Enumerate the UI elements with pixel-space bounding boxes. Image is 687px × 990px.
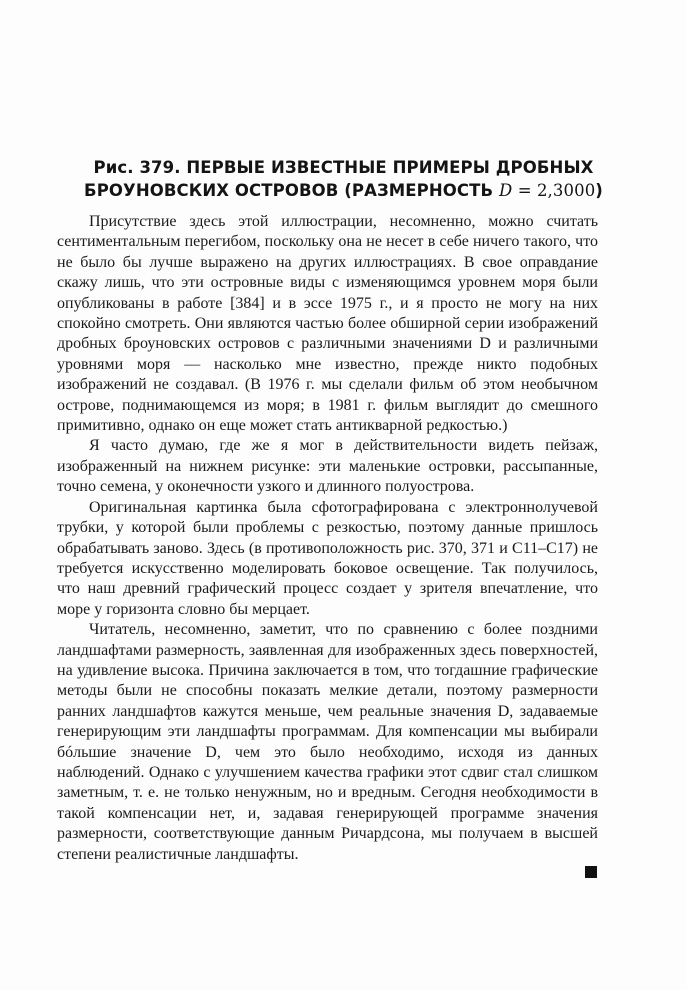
dimension-variable: D: [499, 181, 513, 200]
paragraph-4: Читатель, несомненно, заметит, что по сравнению с более поздними ландшафтами размерность, заявленная для изображенных здесь поверхностей, на удивление высока. Причина заключается в том, что тогдашние графические методы были не способны показать мелкие детали, поэтому размерности ранних ландшафтов кажутся меньше, чем реальные значения D, задаваемые генерирующим эти ландшафты программам. Для компенсации мы выбирали бóльшие значение D, чем это было необходимо, исходя из данных наблюдений. Однако с улучшением качества графики этот сдвиг стал слишком заметным, т. е. не только ненужным, но и вредным. Сегодня необходимости в такой компенсации нет, и, задавая генерирующей программе значения размерности, соответствующие данным Ричардсона, мы получаем в высшей степени реалистичные ландшафты.: [57, 621, 598, 863]
paragraph-3: Оригинальная картинка была сфотографирована с электроннолучевой трубки, у которой были проблемы с резкостью, поэтому данные пришлось обрабатывать заново. Здесь (в противоположность рис. 370, 371 и С11–С17) не требуется искусственно моделировать боковое освещение. Так получилось, что наш древний графический процесс создает у зрителя впечатление, что море у горизонта словно бы мерцает.: [57, 498, 598, 618]
heading-line-2: [60, 179, 627, 202]
heading-line-2-text: БРОУНОВСКИХ ОСТРОВОВ (РАЗМЕРНОСТЬ: [84, 181, 499, 200]
paragraph-1: Присутствие здесь этой иллюстрации, несомненно, можно считать сентиментальным перегибом, поскольку она не несет в себе ничего такого, что не было бы лучше выражено на других иллюстрациях. В свое оправдание скажу лишь, что эти островные виды с изменяющимся уровнем моря были опубликованы в работе [384] и в эссе 1975 г., и я просто не могу на них спокойно смотреть. Они являются частью более обширной серии изображений дробных броуновских островов с различными значениями D и различными уровнями моря — насколько мне известно, прежде никто подобных изображений не создавал. (В 1976 г. мы сделали фильм об этом необычном острове, поднимающемся из моря; в 1981 г. фильм выглядит до смешного примитивно, однако он еще может стать антикварной редкостью.): [57, 213, 598, 435]
figure-caption-heading: [60, 156, 627, 202]
body-text: [57, 212, 598, 865]
dimension-formula: [499, 181, 595, 200]
dimension-value: = 2,3000: [512, 181, 596, 200]
heading-close-paren: ): [595, 181, 603, 200]
heading-line-1: Рис. 379. ПЕРВЫЕ ИЗВЕСТНЫЕ ПРИМЕРЫ ДРОБНЫХ: [93, 158, 594, 177]
end-of-section-mark: [585, 866, 597, 878]
paragraph-2: Я часто думаю, где же я мог в действительности видеть пейзаж, изображенный на нижнем рисунке: эти маленькие островки, рассыпанные, точно семена, у оконечности узкого и длинного полуострова.: [57, 437, 598, 496]
